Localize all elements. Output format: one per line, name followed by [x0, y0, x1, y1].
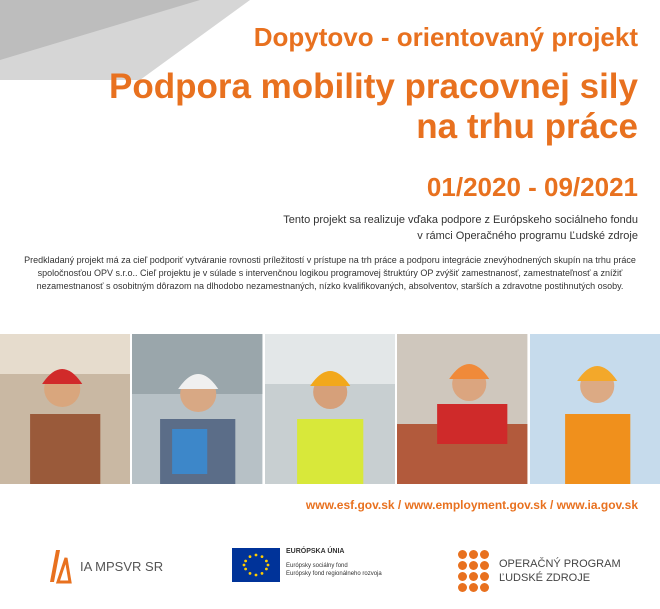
worker-photo-strip [0, 334, 660, 484]
op-ludske-zdroje-logo [458, 550, 621, 592]
funding-line-2: v rámci Operačného programu Ľudské zdroje [417, 230, 638, 242]
op-line-1: OPERAČNÝ PROGRAM [499, 558, 621, 570]
photo-worker-orange-vest [530, 334, 660, 484]
project-description: Predkladaný projekt má za cieľ podporiť vytváranie rovnosti príležitostí v prístupe na trh práce a podporu integrácie znevýhodnených skupín na trhu práce spoločnosťou OPV s.r.o.. Cieľ projektu je v súlade s intervenčnou logikou programovej štruktúry OP zvýšiť zamestnanosť, zamestnateľnosť a znížiť nezamestnanosť s osobitným dôrazom na dlhodobo nezamestnaných, nízko kvalifikovaných, absolventov, starších a zdravotne postihnutých osoby. [24, 255, 636, 291]
photo-worker-trowel [397, 334, 527, 484]
website-links: www.esf.gov.sk / www.employment.gov.sk / www.ia.gov.sk [305, 498, 638, 512]
eu-fund-2: Európsky fond regionálneho rozvoja [286, 571, 382, 577]
funding-statement [218, 212, 638, 244]
op-line-2: ĽUDSKÉ ZDROJE [499, 572, 591, 584]
ia-mpsvr-logo [46, 548, 163, 584]
funding-line-1: Tento projekt sa realizuje vďaka podpore z Európskeho sociálneho fondu [283, 214, 638, 226]
project-period: 01/2020 - 09/2021 [426, 172, 638, 202]
page-title: Podpora mobility pracovnej sily na trhu práce [108, 67, 638, 146]
eu-title: EURÓPSKA ÚNIA [286, 548, 345, 555]
photo-worker-clipboard [132, 334, 262, 484]
op-dots-icon [458, 550, 489, 592]
photo-worker-drill [0, 334, 130, 484]
ia-logo-icon [46, 548, 72, 584]
photo-worker-vest [265, 334, 395, 484]
ia-logo-text: IA MPSVR SR [80, 558, 164, 574]
eu-logo [232, 548, 382, 582]
eu-flag-icon [232, 548, 280, 582]
project-type-heading: Dopytovo - orientovaný projekt [253, 22, 638, 52]
eu-fund-1: Európsky sociálny fond [286, 563, 348, 569]
